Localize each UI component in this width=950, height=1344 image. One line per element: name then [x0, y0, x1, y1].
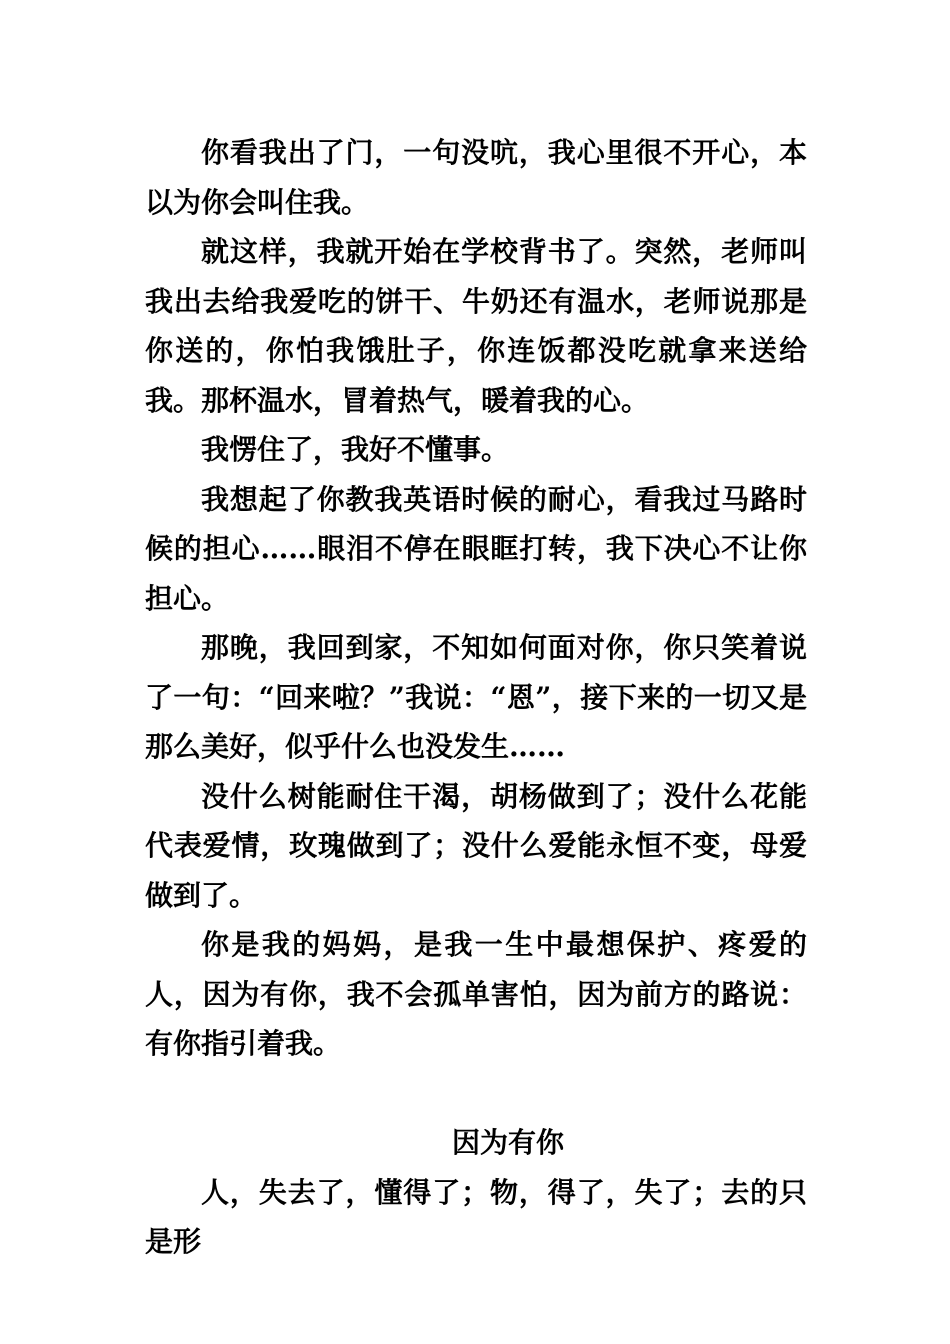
- paragraph-1: 你看我出了门，一句没吭，我心里很不开心，本以为你会叫住我。: [145, 136, 807, 219]
- paragraph-3: 我愣住了，我好不懂事。: [201, 433, 510, 466]
- document-page: [145, 128, 807, 1267]
- paragraph-7: 你是我的妈妈，是我一生中最想保护、疼爱的人，因为有你，我不会孤单害怕，因为前方的路说：有你指引着我。: [145, 928, 807, 1060]
- paragraph-4: 我想起了你教我英语时候的耐心，看我过马路时候的担心……眼泪不停在眼眶打转，我下决心不让你担心。: [145, 482, 807, 615]
- essay-first-paragraph: 人，失去了，懂得了；物，得了，失了；去的只是形: [145, 1175, 807, 1258]
- paragraph-2: 就这样，我就开始在学校背书了。突然，老师叫我出去给我爱吃的饼干、牛奶还有温水，老师说那是你送的，你怕我饿肚子，你连饭都没吃就拿来送给我。那杯温水，冒着热气，暖着我的心。: [145, 235, 807, 417]
- paragraph-6: 没什么树能耐住干渴，胡杨做到了；没什么花能代表爱情，玫瑰做到了；没什么爱能永恒不变，母爱做到了。: [145, 779, 807, 912]
- section-gap: [145, 1069, 807, 1119]
- essay-title: 因为有你: [451, 1126, 564, 1159]
- paragraph-5: 那晚，我回到家，不知如何面对你，你只笑着说了一句：“回来啦？”我说：“恩”，接下来的一切又是那么美好，似乎什么也没发生……: [145, 631, 807, 763]
